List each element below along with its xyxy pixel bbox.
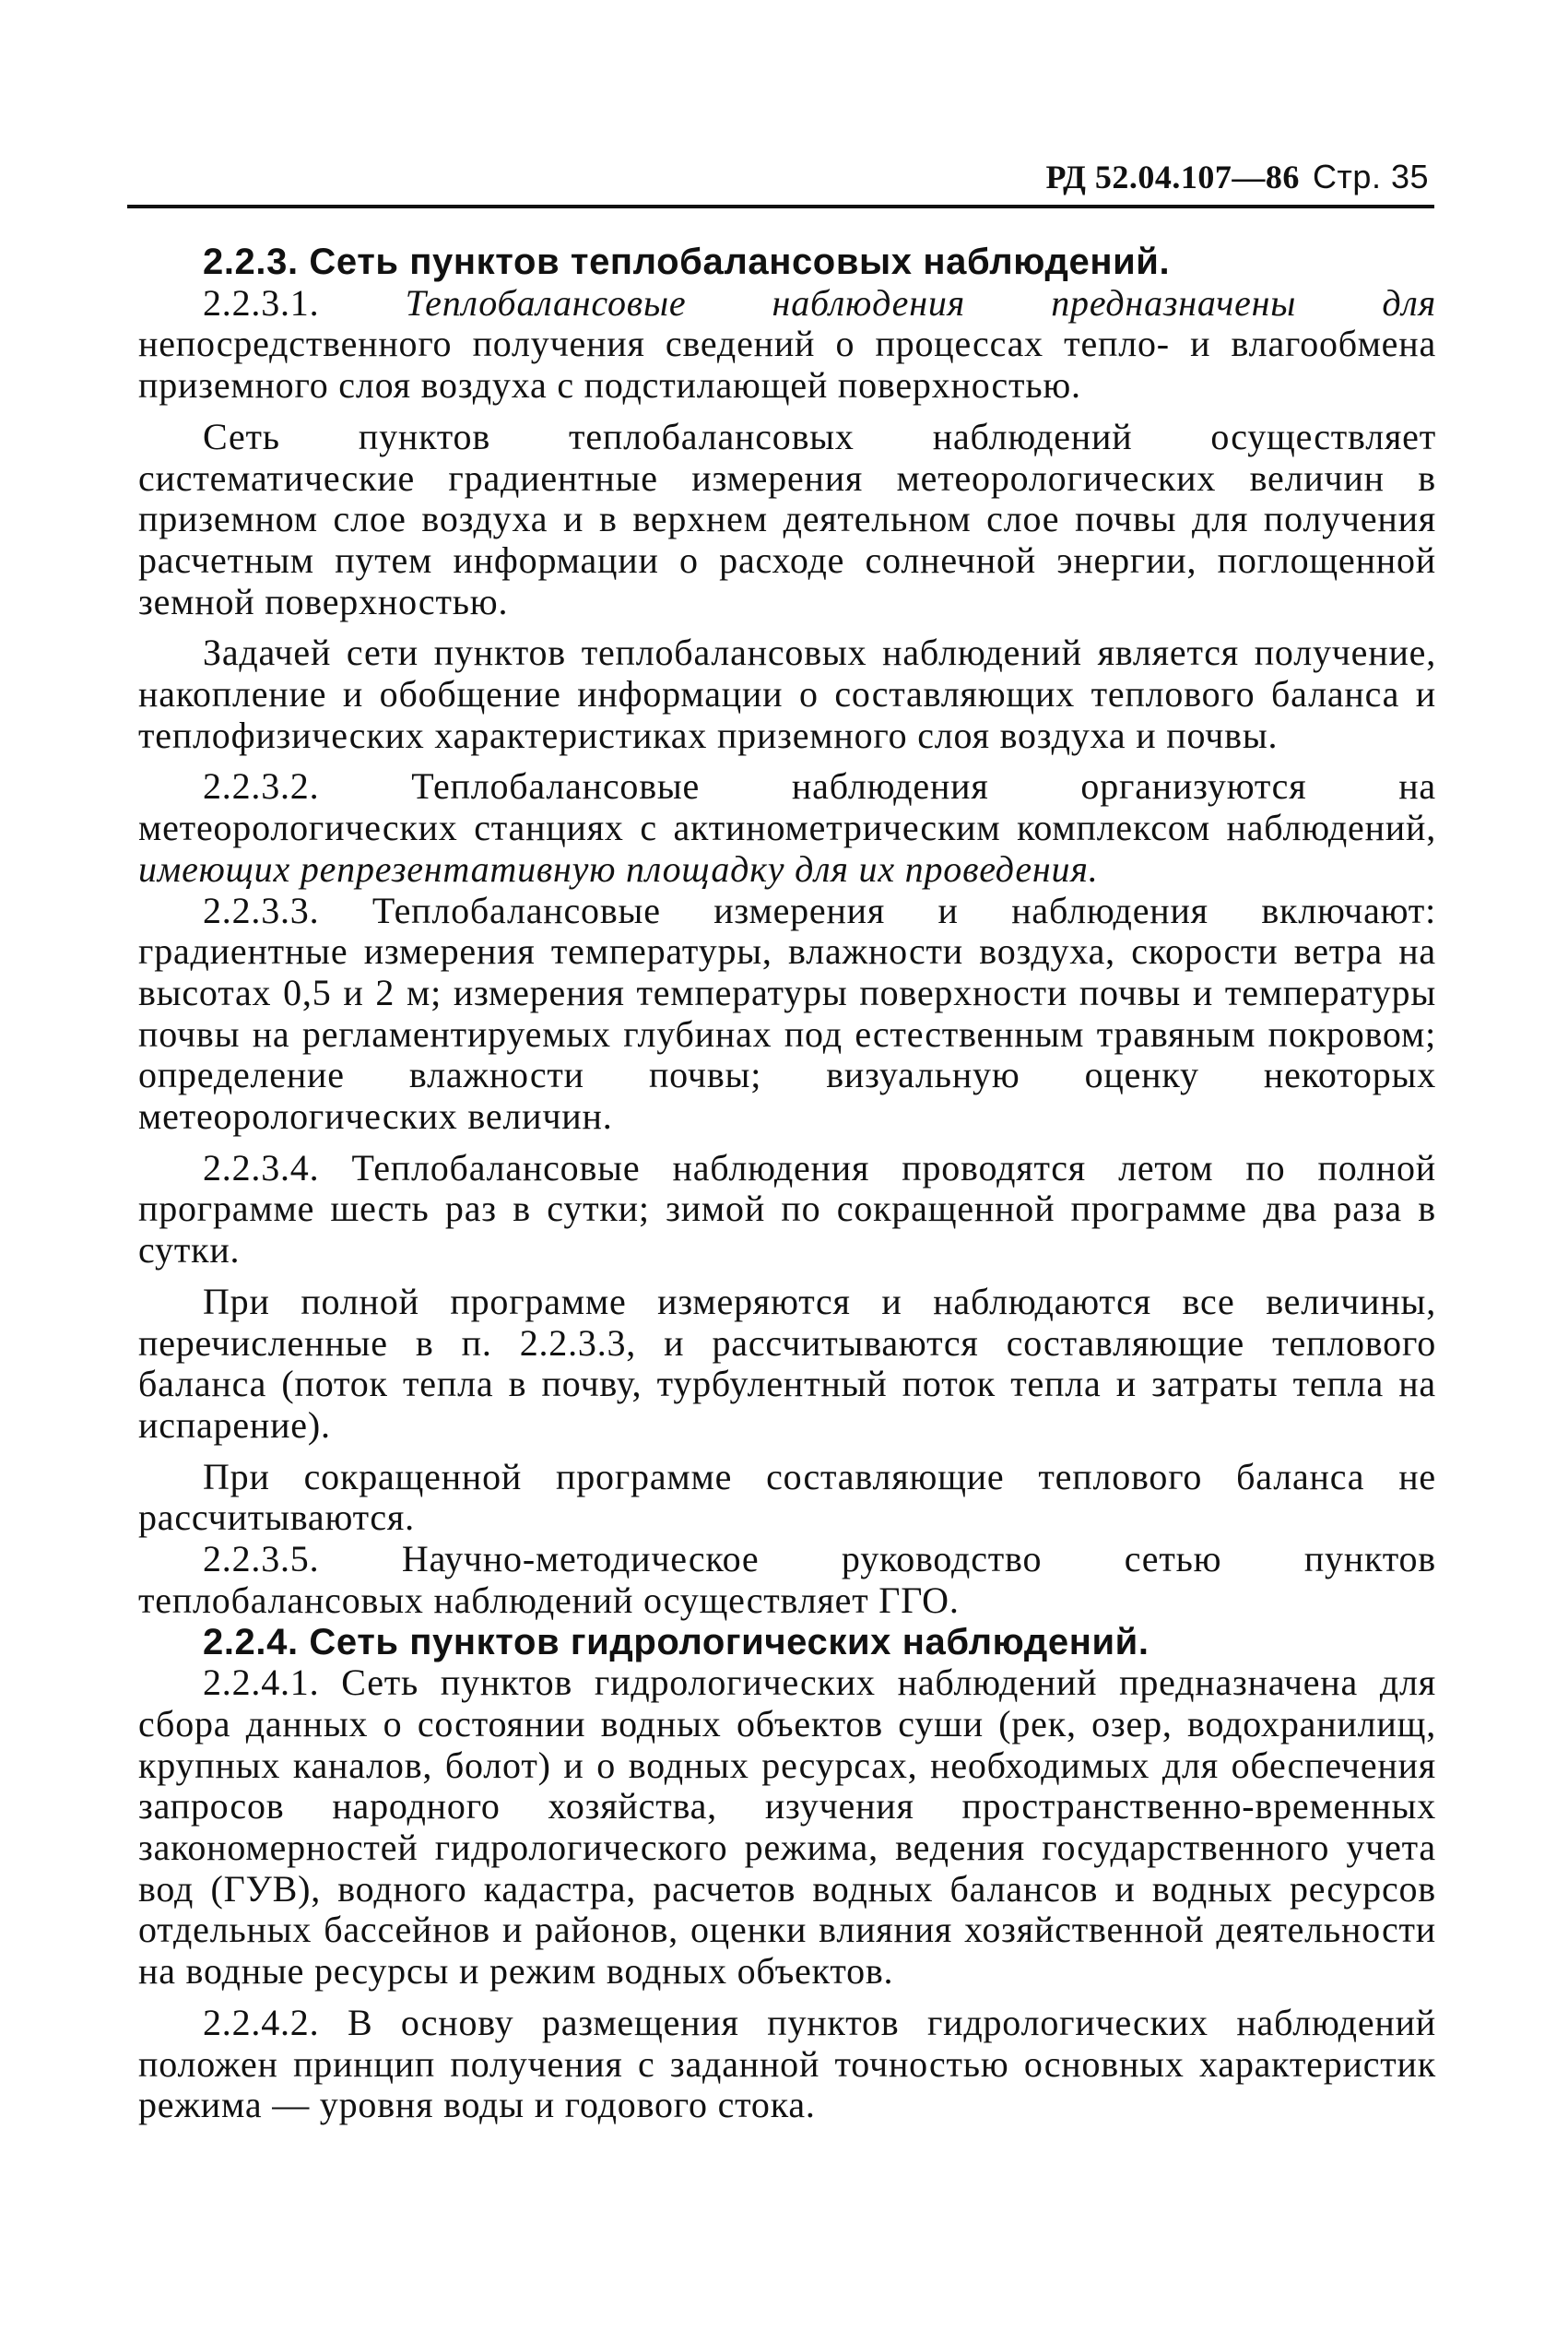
- emphasis-text: имеющих репрезентативную площадку для их проведения.: [138, 847, 1099, 890]
- header-rule: [127, 205, 1434, 208]
- paragraph-2-2-3-4: [138, 1148, 1436, 1271]
- clause-number: 2.2.3.1.: [203, 281, 320, 324]
- paragraph-text: Задачей сети пунктов теплобалансовых наблюдений является получение, накопление и обобщение информации о составляющих теплового баланса и теплофизических характеристиках приземного слоя воздуха и почвы.: [138, 632, 1436, 756]
- paragraph-text: Сеть пунктов гидрологических наблюдений предназначена для сбора данных о состоянии водных объектов суши (рек, озер, водохранилищ, крупных каналов, болот) и о водных ресурсах, необходимых для обеспечения запросов народного хозяйства, изучения пространственно-временных закономерностей гидрологического режима, ведения государственного учета вод (ГУВ), водного кадастра, расчетов водных балансов и водных ресурсов отдельных бассейнов и районов, оценки влияния хозяйственной деятельности на водные ресурсы и режим водных объектов.: [138, 1662, 1436, 1993]
- emphasis-text: Теплобалансовые наблюдения предназначены для: [405, 281, 1436, 324]
- paragraph-network-task: [138, 633, 1436, 756]
- paragraph-text: Научно-методическое руководство сетью пунктов теплобалансовых наблюдений осуществляет ГГО.: [138, 1538, 1436, 1621]
- paragraph-text: Теплобалансовые измерения и наблюдения включают: градиентные измерения температуры, влажности воздуха, скорости ветра на высотах 0,5 и 2 м; измерения температуры поверхности почвы и температуры почвы на регламентируемых глубинах под естественным травяным покровом; определение влажности почвы; визуальную оценку некоторых метеорологических величин.: [138, 889, 1436, 1138]
- paragraph-full-program: [138, 1282, 1436, 1447]
- document-code: РД 52.04.107—86: [1045, 159, 1300, 195]
- paragraph-short-program: [138, 1457, 1436, 1539]
- paragraph-2-2-4-1: [138, 1662, 1436, 1993]
- paragraph-text: При сокращенной программе составляющие теплового баланса не рассчитываются.: [138, 1455, 1436, 1539]
- paragraph-text: непосредственного получения сведений о процессах тепло- и влагообмена приземного слоя воздуха с подстилающей поверхностью.: [138, 323, 1436, 407]
- paragraph-text: Теплобалансовые наблюдения организуются на метеорологических станциях с актинометрическим комплексом наблюдений,: [138, 765, 1436, 849]
- heading-text: 2.2.4. Сеть пунктов гидрологических наблюдений.: [203, 1621, 1149, 1662]
- paragraph-text: При полной программе измеряются и наблюдаются все величины, перечисленные в п. 2.2.3.3, и рассчитываются составляющие теплового баланса (поток тепла в почву, турбулентный поток тепла и затраты тепла на испарение).: [138, 1280, 1436, 1446]
- paragraph-2-2-4-2: [138, 2003, 1436, 2126]
- paragraph-network-measurements: [138, 417, 1436, 623]
- section-heading-2-2-4: [138, 1622, 1436, 1663]
- heading-text: 2.2.3. Сеть пунктов теплобалансовых наблюдений.: [203, 242, 1171, 282]
- paragraph-text: В основу размещения пунктов гидрологических наблюдений положен принцип получения с заданной точностью основных характеристик режима — уровня воды и годового стока.: [138, 2001, 1436, 2126]
- clause-number: 2.2.3.3.: [203, 889, 320, 931]
- paragraph-2-2-3-5: [138, 1539, 1436, 1621]
- clause-number: 2.2.3.2.: [203, 765, 320, 808]
- page-number: Стр. 35: [1312, 158, 1429, 195]
- section-heading-2-2-3: [138, 242, 1436, 283]
- clause-number: 2.2.3.4.: [203, 1146, 320, 1189]
- paragraph-2-2-3-1: [138, 283, 1436, 407]
- clause-number: 2.2.3.5.: [203, 1538, 320, 1580]
- paragraph-text: Теплобалансовые наблюдения проводятся летом по полной программе шесть раз в сутки; зимой по сокращенной программе два раза в сутки.: [138, 1146, 1436, 1271]
- clause-number: 2.2.4.2.: [203, 2001, 320, 2043]
- document-body: [138, 242, 1436, 2126]
- header-line: [1046, 155, 1429, 199]
- page-header: [138, 155, 1429, 199]
- clause-number: 2.2.4.1.: [203, 1662, 320, 1704]
- paragraph-text: Сеть пунктов теплобалансовых наблюдений осуществляет систематические градиентные измерения метеорологических величин в приземном слое воздуха и в верхнем деятельном слое почвы для получения расчетным путем информации о расходе солнечной энергии, поглощенной земной поверхностью.: [138, 415, 1436, 622]
- paragraph-2-2-3-2: [138, 766, 1436, 890]
- paragraph-2-2-3-3: [138, 891, 1436, 1138]
